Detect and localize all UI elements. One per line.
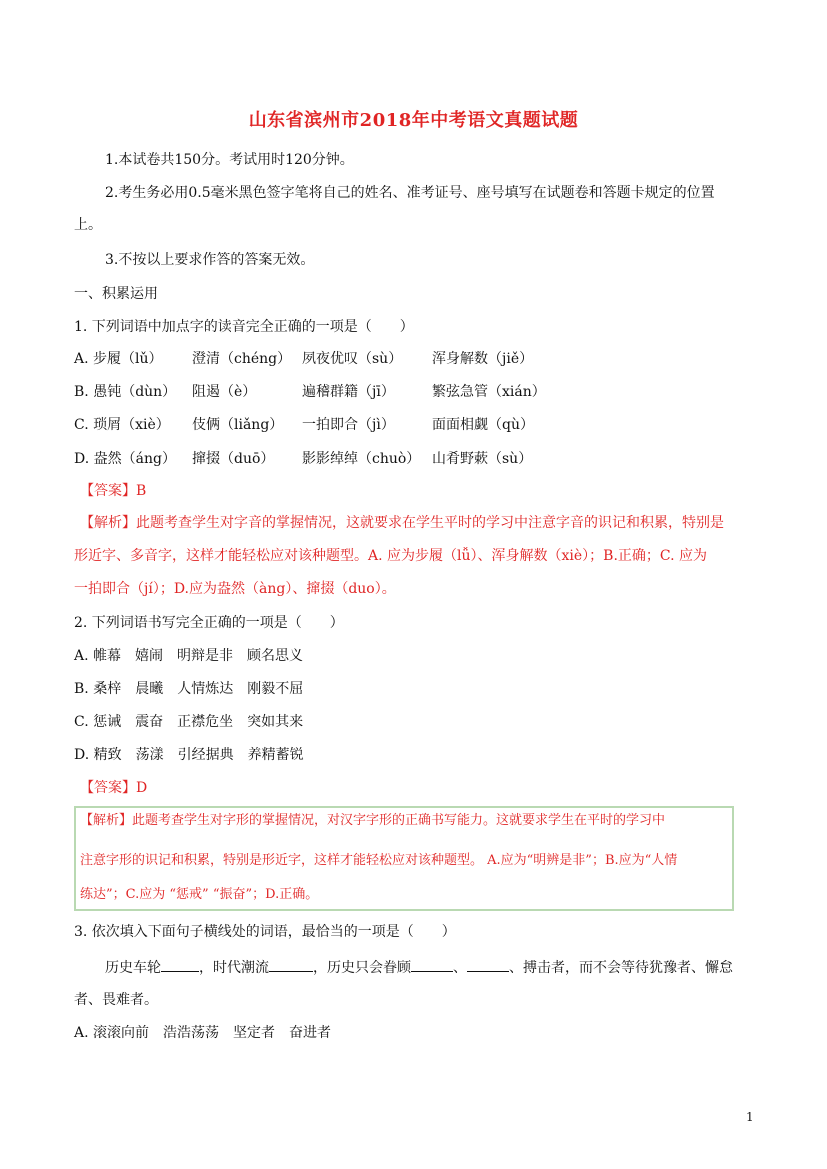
question-1-stem: 1. 下列词语中加点字的读音完全正确的一项是（ ） bbox=[74, 319, 414, 335]
blank-4 bbox=[467, 957, 509, 972]
q2-analysis-3: 练达”；C.应为 “惩戒” “振奋”；D.正确。 bbox=[80, 887, 319, 902]
q1-analysis-1: 【解析】此题考查学生对字音的掌握情况，这就要求在学生平时的学习中注意字音的识记和积累，特别是 bbox=[80, 515, 724, 531]
q2-analysis-1: 【解析】此题考查学生对字形的掌握情况，对汉字字形的正确书写能力。这就要求学生在平时的学习中 bbox=[80, 813, 666, 828]
q1-c-3: 一拍即合（jì） bbox=[302, 417, 395, 433]
blank-2 bbox=[269, 957, 313, 972]
q2-option-d: D. 精致 荡漾 引经据典 养精蓄锐 bbox=[74, 747, 304, 763]
q1-b-1: B. 愚钝（dùn） bbox=[74, 384, 177, 400]
q1-a-4: 浑身解数（jiě） bbox=[432, 351, 534, 367]
q1-analysis-3: 一拍即合（jí）；D.应为盎然（àng）、撺掇（duo）。 bbox=[74, 581, 396, 597]
q1-analysis-2: 形近字、多音字，这样才能轻松应对该种题型。A. 应为步履（lǚ）、浑身解数（xiè）；B.正确；C. 应为 bbox=[74, 548, 708, 564]
q1-d-3: 影影绰绰（chuò） bbox=[302, 451, 421, 467]
q1-a-3: 夙夜优叹（sù） bbox=[302, 351, 403, 367]
instruction-2: 2.考生务必用0.5毫米黑色签字笔将自己的姓名、准考证号、座号填写在试题卷和答题卡规定的位置 bbox=[105, 185, 715, 201]
q1-d-2: 撺掇（duō） bbox=[192, 451, 275, 467]
q1-a-1: A. 步履（lǔ） bbox=[74, 351, 163, 367]
question-2-stem: 2. 下列词语书写完全正确的一项是（ ） bbox=[74, 615, 344, 631]
q1-answer: 【答案】B bbox=[80, 483, 147, 499]
q1-b-4: 繁弦急管（xián） bbox=[432, 384, 546, 400]
question-3-stem: 3. 依次填入下面句子横线处的词语，最恰当的一项是（ ） bbox=[74, 924, 456, 940]
q1-c-1: C. 琐屑（xiè） bbox=[74, 417, 170, 433]
q1-a-2: 澄清（chéng） bbox=[192, 351, 292, 367]
q3-sentence bbox=[105, 957, 733, 978]
q2-option-a: A. 帷幕 嬉闹 明辩是非 顾名思义 bbox=[74, 648, 304, 664]
page-number: 1 bbox=[746, 1110, 754, 1124]
q1-c-4: 面面相觑（qù） bbox=[432, 417, 534, 433]
q3-sentence-cont: 者、畏难者。 bbox=[74, 992, 158, 1008]
blank-3 bbox=[411, 957, 453, 972]
q1-b-3: 遍稽群籍（jī） bbox=[302, 384, 395, 400]
q1-c-2: 伎俩（liǎng） bbox=[192, 417, 284, 433]
q3-text-4: 、 bbox=[453, 960, 467, 976]
blank-1 bbox=[161, 957, 199, 972]
q3-text-3: ，历史只会眷顾 bbox=[313, 960, 411, 976]
section-heading: 一、积累运用 bbox=[74, 286, 158, 302]
q2-option-b: B. 桑梓 晨曦 人情炼达 刚毅不屈 bbox=[74, 681, 304, 697]
q1-d-4: 山肴野蔌（sù） bbox=[432, 451, 533, 467]
instruction-3: 3.不按以上要求作答的答案无效。 bbox=[105, 252, 315, 268]
q3-option-a: A. 滚滚向前 浩浩荡荡 坚定者 奋进者 bbox=[74, 1025, 332, 1041]
instruction-1: 1.本试卷共150分。考试用时120分钟。 bbox=[105, 152, 354, 168]
q2-analysis-box bbox=[74, 806, 734, 911]
q3-text-5: 、搏击者，而不会等待犹豫者、懈怠 bbox=[509, 960, 733, 976]
q1-b-2: 阻遏（è） bbox=[192, 384, 257, 400]
q3-text-2: ，时代潮流 bbox=[199, 960, 269, 976]
page-title: 山东省滨州市2018年中考语文真题试题 bbox=[248, 110, 579, 131]
instruction-2-cont: 上。 bbox=[74, 217, 102, 233]
q1-d-1: D. 盎然（áng） bbox=[74, 451, 176, 467]
q2-option-c: C. 惩诫 震奋 正襟危坐 突如其来 bbox=[74, 714, 304, 730]
q2-answer: 【答案】D bbox=[80, 780, 148, 796]
q3-text-1: 历史车轮 bbox=[105, 960, 161, 976]
q2-analysis-2: 注意字形的识记和积累，特别是形近字，这样才能轻松应对该种题型。 A.应为“明辨是非”；B.应为“人情 bbox=[80, 853, 678, 868]
